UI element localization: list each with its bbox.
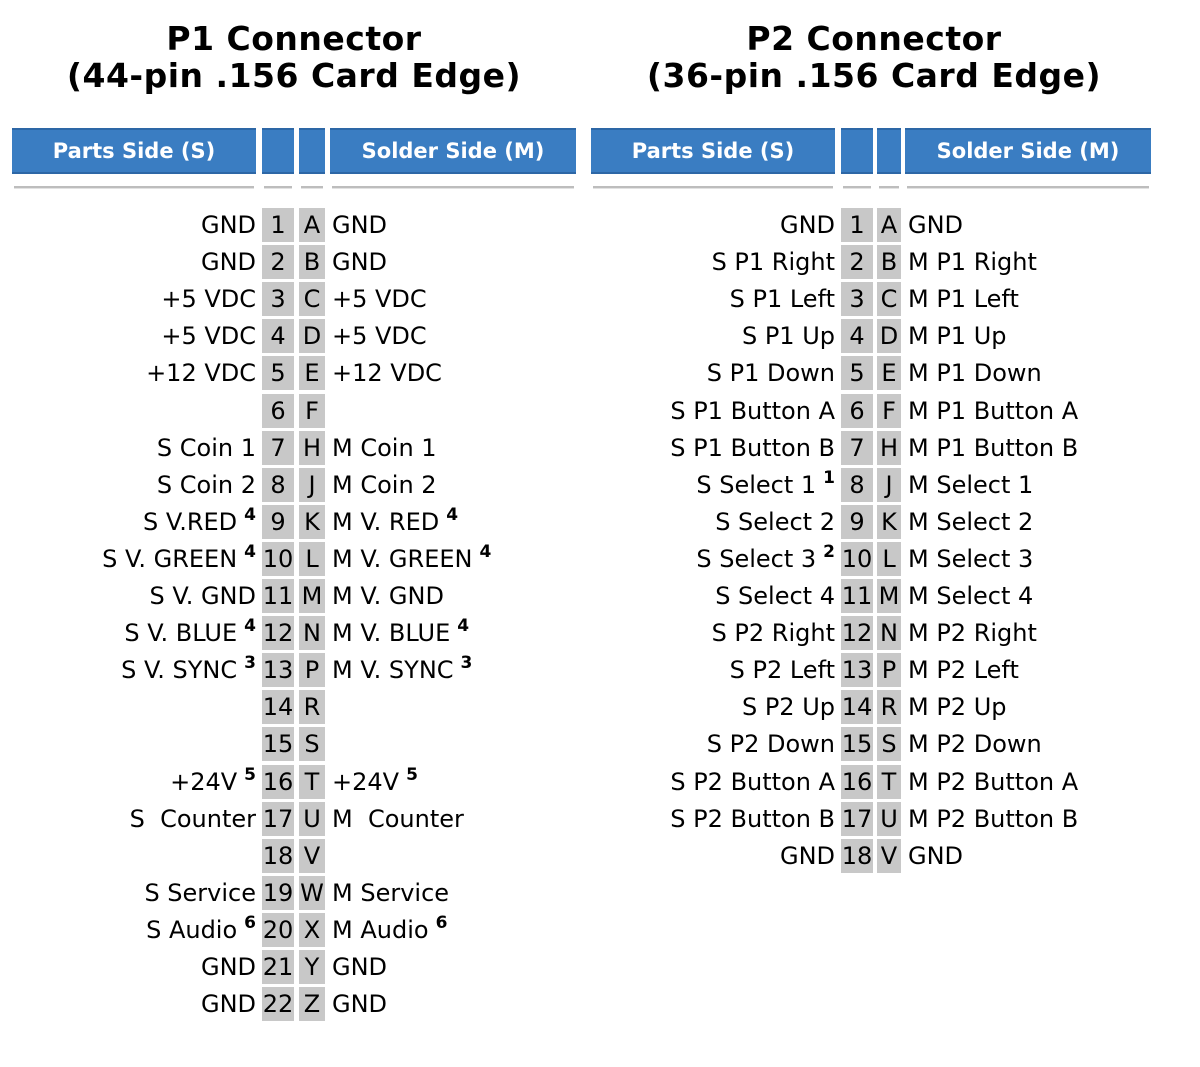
- p2-solder-side-signal: [908, 802, 1178, 836]
- p2-pin-row: [0, 282, 1200, 316]
- p1-parts-side-signal-text: S V. SYNC: [121, 656, 238, 685]
- p2-parts-side-footnote: 1: [823, 467, 835, 488]
- p1-solder-side-signal-text: GND: [332, 953, 388, 981]
- p1-pin-number: 8: [262, 468, 294, 502]
- p1-pin-letter: E: [299, 356, 325, 390]
- p2-solder-side-signal-text: M P2 Up: [908, 693, 1007, 722]
- p2-pin-number: 1: [841, 208, 873, 242]
- p2-pin-letter: N: [877, 616, 901, 650]
- p2-pin-row: [0, 839, 1200, 873]
- p2-parts-side-signal: [588, 579, 835, 613]
- p2-solder-side-signal-text: M P2 Down: [908, 730, 1042, 759]
- p1-pin-letter: X: [299, 913, 325, 947]
- p1-solder-side-signal-text: M Coin 1: [332, 433, 437, 462]
- p1-pin-number: 12: [262, 616, 294, 650]
- p1-header-pin-number: [262, 128, 294, 174]
- p2-solder-side-signal: [908, 282, 1178, 316]
- p1-pin-letter: J: [299, 468, 325, 502]
- p2-pin-number: 6: [841, 394, 873, 428]
- p1-pin-letter: C: [299, 282, 325, 316]
- p2-pin-letter: K: [877, 505, 901, 539]
- p2-pin-row: [0, 431, 1200, 465]
- p1-parts-side-signal-text: S Coin 1: [156, 433, 256, 462]
- p2-solder-side-signal: [908, 579, 1178, 613]
- p2-parts-side-signal-text: S P1 Down: [706, 359, 835, 388]
- p2-parts-side-signal: [588, 394, 835, 428]
- p2-solder-side-signal-text: M P2 Right: [908, 619, 1037, 648]
- p2-parts-side-signal-text: S Select 1: [696, 470, 817, 499]
- p2-solder-side-signal: [908, 245, 1178, 279]
- p2-parts-side-signal: [588, 319, 835, 353]
- p2-header-rule: [907, 186, 1149, 189]
- p1-solder-side-signal: [332, 987, 588, 1021]
- p1-pin-letter: K: [299, 505, 325, 539]
- p2-parts-side-signal: [588, 208, 835, 242]
- p1-solder-side-signal: [332, 876, 588, 910]
- p2-solder-side-signal-text: GND: [908, 211, 964, 239]
- p2-solder-side-signal: [908, 319, 1178, 353]
- p1-title-line1: P1 Connector: [166, 19, 422, 58]
- p1-solder-side-signal-text: M Service: [332, 878, 450, 907]
- p1-parts-side-signal-text: GND: [200, 990, 256, 1019]
- p2-pin-row: [0, 356, 1200, 390]
- p1-pin-number: 22: [262, 987, 294, 1021]
- p1-pin-letter: S: [299, 727, 325, 761]
- p2-solder-side-signal-text: M P2 Left: [908, 656, 1019, 685]
- p2-solder-side-signal: [908, 208, 1178, 242]
- p1-header-rule: [301, 186, 323, 189]
- p1-parts-side-signal: [0, 987, 256, 1021]
- p1-pin-number: 13: [262, 653, 294, 687]
- p1-title: [0, 20, 588, 94]
- p1-solder-side-signal-text: GND: [332, 211, 388, 239]
- p2-header-pin-number: [841, 128, 873, 174]
- p2-solder-side-signal-text: M P1 Down: [908, 359, 1042, 388]
- p1-solder-side-signal: [332, 913, 588, 947]
- p2-parts-side-signal-text: S P2 Up: [741, 693, 835, 722]
- p1-header-parts-side: Parts Side (S): [12, 128, 256, 174]
- p2-solder-side-signal: [908, 542, 1178, 576]
- p2-solder-side-signal-text: M Select 4: [908, 582, 1034, 610]
- p1-parts-side-footnote: 6: [244, 912, 256, 933]
- p1-solder-side-signal: [332, 950, 588, 984]
- p2-parts-side-signal-text: S P2 Down: [706, 730, 835, 759]
- p1-pin-number: 4: [262, 319, 294, 353]
- p1-parts-side-signal: [0, 876, 256, 910]
- p2-title-line2: (36-pin .156 Card Edge): [646, 56, 1102, 95]
- p1-pin-letter: T: [299, 765, 325, 799]
- p2-solder-side-signal-text: M Select 2: [908, 507, 1034, 536]
- p1-parts-side-signal-text: S Audio: [146, 915, 238, 944]
- p1-pin-number: 7: [262, 431, 294, 465]
- p1-parts-side-signal-text: S Coin 2: [156, 470, 256, 499]
- p2-parts-side-signal: [588, 727, 835, 761]
- p1-header-solder-side: Solder Side (M): [330, 128, 576, 174]
- p1-parts-side-signal-text: S V. GND: [149, 582, 256, 610]
- p1-parts-side-signal-text: S Service: [144, 878, 256, 907]
- p1-pin-letter: D: [299, 319, 325, 353]
- p2-parts-side-footnote: 2: [823, 541, 835, 562]
- p2-solder-side-signal-text: M P2 Button B: [908, 804, 1079, 833]
- p1-parts-side-signal: [0, 950, 256, 984]
- p2-parts-side-signal: [588, 542, 835, 576]
- p1-parts-side-signal-text: +24V: [170, 767, 238, 796]
- p1-pin-letter: U: [299, 802, 325, 836]
- p1-solder-side-footnote: 6: [435, 912, 448, 933]
- p1-pin-letter: V: [299, 839, 325, 873]
- p2-solder-side-signal: [908, 431, 1178, 465]
- p2-pin-row: [0, 690, 1200, 724]
- p2-solder-side-signal-text: M P1 Button B: [908, 433, 1079, 462]
- p1-parts-side-signal-text: GND: [200, 211, 256, 239]
- p2-parts-side-signal-text: S P2 Left: [729, 656, 835, 685]
- p2-solder-side-signal: [908, 394, 1178, 428]
- p1-pin-letter: W: [299, 876, 325, 910]
- p1-solder-side-footnote: 3: [460, 653, 473, 674]
- p1-parts-side-signal: [0, 913, 256, 947]
- p2-pin-number: 5: [841, 356, 873, 390]
- p2-pin-letter: P: [877, 653, 901, 687]
- p2-solder-side-signal: [908, 356, 1178, 390]
- p1-pin-letter: P: [299, 653, 325, 687]
- p2-parts-side-signal: [588, 245, 835, 279]
- p1-pin-letter: N: [299, 616, 325, 650]
- p1-parts-side-footnote: 5: [244, 764, 256, 785]
- p2-pin-number: 16: [841, 765, 873, 799]
- p2-pin-row: [0, 802, 1200, 836]
- p1-pin-row: [0, 876, 1200, 910]
- p1-header-rule: [14, 186, 254, 189]
- p1-solder-side-signal-text: +5 VDC: [332, 322, 427, 351]
- p1-pin-number: 2: [262, 245, 294, 279]
- p1-pin-letter: M: [299, 579, 325, 613]
- p1-solder-side-signal-text: GND: [332, 990, 388, 1019]
- p2-solder-side-signal: [908, 727, 1178, 761]
- p2-header-rule: [843, 186, 871, 189]
- p1-parts-side-footnote: 4: [244, 504, 256, 525]
- p2-solder-side-signal-text: M P2 Button A: [908, 767, 1079, 796]
- p2-pin-number: 13: [841, 653, 873, 687]
- p2-parts-side-signal-text: S P1 Button A: [670, 396, 835, 425]
- p2-solder-side-signal: [908, 765, 1178, 799]
- p2-pin-row: [0, 616, 1200, 650]
- p1-solder-side-footnote: 5: [406, 764, 418, 785]
- p2-pin-letter: L: [877, 542, 901, 576]
- p1-parts-side-signal-text: GND: [200, 248, 256, 277]
- p1-parts-side-signal-text: S Counter: [129, 804, 256, 833]
- p2-pin-row: [0, 727, 1200, 761]
- p2-parts-side-signal: [588, 505, 835, 539]
- p1-pin-number: 1: [262, 208, 294, 242]
- p2-pin-letter: D: [877, 319, 901, 353]
- p2-solder-side-signal-text: M P1 Up: [908, 322, 1007, 351]
- p2-parts-side-signal: [588, 690, 835, 724]
- p2-title: [588, 20, 1160, 94]
- p2-pin-number: 10: [841, 542, 873, 576]
- p2-solder-side-signal-text: M Select 3: [908, 544, 1034, 573]
- p1-title-line2: (44-pin .156 Card Edge): [66, 56, 522, 95]
- p2-pin-row: [0, 394, 1200, 428]
- p1-pin-letter: R: [299, 690, 325, 724]
- p2-parts-side-signal: [588, 616, 835, 650]
- p2-parts-side-signal-text: S Select 3: [696, 544, 817, 573]
- p2-header-pin-letter: [877, 128, 901, 174]
- p1-solder-side-signal-text: M V. RED: [332, 507, 440, 536]
- p2-pin-row: [0, 245, 1200, 279]
- p2-pin-number: 2: [841, 245, 873, 279]
- p2-pin-number: 4: [841, 319, 873, 353]
- p2-pin-number: 15: [841, 727, 873, 761]
- p2-parts-side-signal-text: S P2 Button A: [670, 767, 835, 796]
- p1-parts-side-footnote: 3: [244, 653, 256, 674]
- p2-parts-side-signal-text: S Select 2: [715, 507, 835, 536]
- p2-pin-row: [0, 319, 1200, 353]
- p2-pin-number: 8: [841, 468, 873, 502]
- p2-solder-side-signal-text: M P1 Left: [908, 285, 1019, 314]
- p2-pin-row: [0, 765, 1200, 799]
- p2-pin-letter: J: [877, 468, 901, 502]
- p2-pin-row: [0, 468, 1200, 502]
- p2-parts-side-signal-text: S P1 Button B: [670, 433, 835, 462]
- p2-parts-side-signal-text: S P1 Left: [729, 285, 835, 314]
- p2-pin-letter: S: [877, 727, 901, 761]
- p2-pin-number: 12: [841, 616, 873, 650]
- p2-pin-letter: V: [877, 839, 901, 873]
- p1-parts-side-signal-text: S V. GREEN: [102, 544, 238, 573]
- p1-pin-number: 15: [262, 727, 294, 761]
- p1-pin-letter: A: [299, 208, 325, 242]
- p1-solder-side-signal-text: +12 VDC: [332, 359, 442, 388]
- p1-parts-side-signal-text: S V. BLUE: [124, 619, 238, 648]
- p1-pin-letter: L: [299, 542, 325, 576]
- p2-pin-letter: T: [877, 765, 901, 799]
- p1-pin-number: 21: [262, 950, 294, 984]
- p2-pin-letter: U: [877, 802, 901, 836]
- p2-title-line1: P2 Connector: [746, 19, 1002, 58]
- p2-header-solder-side: Solder Side (M): [905, 128, 1151, 174]
- p2-parts-side-signal: [588, 839, 835, 873]
- p1-solder-side-signal-text: +24V: [332, 767, 400, 796]
- p2-solder-side-signal-text: M P1 Button A: [908, 396, 1079, 425]
- p1-solder-side-footnote: 4: [446, 504, 459, 525]
- p1-solder-side-signal-text: +5 VDC: [332, 285, 427, 314]
- p2-parts-side-signal-text: S P2 Right: [711, 619, 835, 648]
- p1-pin-letter: F: [299, 394, 325, 428]
- p1-parts-side-signal-text: S V.RED: [143, 507, 238, 536]
- p2-pin-number: 9: [841, 505, 873, 539]
- p1-solder-side-signal-text: M V. SYNC: [332, 656, 454, 685]
- p2-solder-side-signal: [908, 505, 1178, 539]
- p2-parts-side-signal-text: S Select 4: [715, 582, 835, 610]
- p1-solder-side-signal-text: GND: [332, 248, 388, 277]
- p2-solder-side-signal: [908, 690, 1178, 724]
- p2-pin-number: 7: [841, 431, 873, 465]
- p1-solder-side-signal-text: M Coin 2: [332, 470, 437, 499]
- p2-header-rule: [879, 186, 899, 189]
- p2-pin-letter: H: [877, 431, 901, 465]
- p1-pin-number: 6: [262, 394, 294, 428]
- p2-parts-side-signal-text: GND: [779, 841, 835, 870]
- p1-pin-number: 18: [262, 839, 294, 873]
- p2-pin-row: [0, 579, 1200, 613]
- p1-pin-number: 20: [262, 913, 294, 947]
- p1-pin-row: [0, 950, 1200, 984]
- p1-solder-side-footnote: 4: [457, 616, 470, 637]
- p1-pin-letter: B: [299, 245, 325, 279]
- p1-pin-number: 17: [262, 802, 294, 836]
- p1-solder-side-signal-text: M V. GREEN: [332, 544, 473, 573]
- p1-parts-side-signal-text: +5 VDC: [161, 322, 256, 351]
- p1-parts-side-footnote: 4: [244, 541, 256, 562]
- p2-solder-side-signal: [908, 839, 1178, 873]
- p1-pin-letter: Z: [299, 987, 325, 1021]
- p1-header-rule: [332, 186, 574, 189]
- p2-pin-number: 14: [841, 690, 873, 724]
- p2-solder-side-signal-text: GND: [908, 841, 964, 870]
- p2-parts-side-signal: [588, 282, 835, 316]
- p2-parts-side-signal-text: S P1 Up: [741, 322, 835, 351]
- p2-pin-row: [0, 653, 1200, 687]
- p1-pin-number: 19: [262, 876, 294, 910]
- p2-solder-side-signal-text: M Select 1: [908, 470, 1034, 499]
- p1-pin-number: 5: [262, 356, 294, 390]
- p1-pin-number: 9: [262, 505, 294, 539]
- p2-pin-letter: R: [877, 690, 901, 724]
- p1-parts-side-signal-text: +5 VDC: [161, 285, 256, 314]
- p2-pin-letter: C: [877, 282, 901, 316]
- p2-solder-side-signal-text: M P1 Right: [908, 248, 1037, 277]
- p1-pin-number: 3: [262, 282, 294, 316]
- p1-pin-number: 14: [262, 690, 294, 724]
- p2-pin-letter: A: [877, 208, 901, 242]
- p1-solder-side-signal-text: M V. BLUE: [332, 619, 451, 648]
- p2-parts-side-signal: [588, 802, 835, 836]
- p2-solder-side-signal: [908, 468, 1178, 502]
- p1-header-pin-letter: [299, 128, 325, 174]
- p2-pin-number: 17: [841, 802, 873, 836]
- p1-pin-letter: Y: [299, 950, 325, 984]
- p1-pin-letter: H: [299, 431, 325, 465]
- p2-header-parts-side: Parts Side (S): [591, 128, 835, 174]
- p1-pin-number: 16: [262, 765, 294, 799]
- p2-pin-letter: E: [877, 356, 901, 390]
- p1-parts-side-footnote: 4: [244, 616, 256, 637]
- p2-pin-number: 3: [841, 282, 873, 316]
- p2-pin-letter: F: [877, 394, 901, 428]
- p2-parts-side-signal: [588, 431, 835, 465]
- p1-pin-row: [0, 913, 1200, 947]
- p1-solder-side-signal-text: M Audio: [332, 915, 429, 944]
- p2-parts-side-signal-text: GND: [779, 211, 835, 239]
- p1-solder-side-signal-text: M Counter: [332, 804, 464, 833]
- p2-solder-side-signal: [908, 653, 1178, 687]
- p2-solder-side-signal: [908, 616, 1178, 650]
- p1-pin-number: 11: [262, 579, 294, 613]
- p2-parts-side-signal-text: S P1 Right: [711, 248, 835, 277]
- p2-pin-row: [0, 505, 1200, 539]
- p2-parts-side-signal-text: S P2 Button B: [670, 804, 835, 833]
- p1-pin-row: [0, 987, 1200, 1021]
- p1-parts-side-signal-text: GND: [200, 953, 256, 981]
- p2-pin-number: 11: [841, 579, 873, 613]
- p2-pin-number: 18: [841, 839, 873, 873]
- p1-solder-side-signal-text: M V. GND: [332, 582, 444, 610]
- p2-parts-side-signal: [588, 765, 835, 799]
- p2-pin-row: [0, 208, 1200, 242]
- p1-pin-number: 10: [262, 542, 294, 576]
- p1-solder-side-footnote: 4: [479, 541, 492, 562]
- p2-header-rule: [593, 186, 833, 189]
- p2-parts-side-signal: [588, 653, 835, 687]
- p2-pin-letter: M: [877, 579, 901, 613]
- p2-pin-letter: B: [877, 245, 901, 279]
- p1-header-rule: [264, 186, 292, 189]
- p1-parts-side-signal-text: +12 VDC: [146, 359, 256, 388]
- p2-parts-side-signal: [588, 356, 835, 390]
- p2-pin-row: [0, 542, 1200, 576]
- p2-parts-side-signal: [588, 468, 835, 502]
